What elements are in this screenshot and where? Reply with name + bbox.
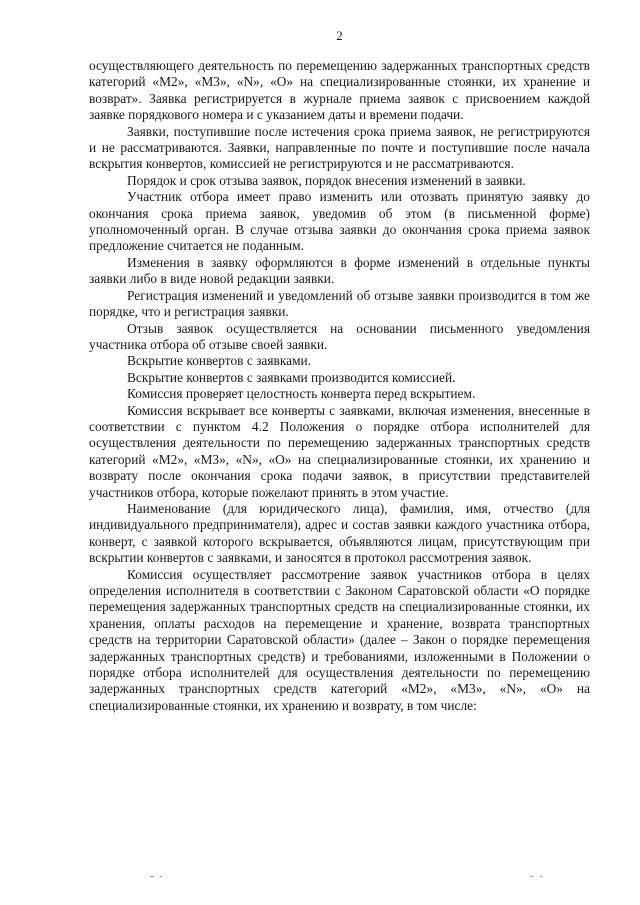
paragraph: Заявки, поступившие после истечения срока приема заявок, не регистрируются и не рассматриваются. Заявки, направленные по почте и поступившие после начала вскрытия конвертов, комиссией не регистрируются и не рассматриваются. — [89, 123, 590, 172]
paragraph: Порядок и срок отзыва заявок, порядок внесения изменений в заявки. — [127, 172, 526, 188]
paragraph: Отзыв заявок осуществляется на основании письменного уведомления участника отбора об отзыве своей заявки. — [89, 320, 590, 352]
paragraph: Комиссия вскрывает все конверты с заявками, включая изменения, внесенные в соответствии с пунктом 4.2 Положения о порядке отбора исполнителей для осуществления деятельности по перемещению задержанных транспортных средств категорий «М2», «М3», «N», «О» на специализированные стоянки, их хранению и возврату после окончания срока подачи заявок, в присутствии представителей участников отбора, которые пожелают принять в этом участие. — [89, 402, 590, 500]
paragraph: Вскрытие конвертов с заявками. — [127, 353, 312, 369]
paragraph: Изменения в заявку оформляются в форме изменений в отдельные пункты заявки либо в виде новой редакции заявки. — [89, 254, 590, 287]
paragraph: Наименование (для юридического лица), фамилия, имя, отчество (для индивидуального предпринимателя), адрес и состав заявки каждого участника отбора, конверт, с заявкой которого вскрывается, объявляются лицам, присутствующим при вскрытии конвертов с заявками, и заносятся в протокол рассмотрения заявок. — [89, 500, 590, 566]
paragraph: Участник отбора имеет право изменить или отозвать принятую заявку до окончания срока приема заявок, уведомив об этом (в письменной форме) уполномоченный орган. В случае отзыва заявки до окончания срока приема заявок предложение считается не поданным. — [89, 189, 590, 254]
document-body — [89, 58, 590, 714]
paragraph: Комиссия осуществляет рассмотрение заявок участников отбора в целях определения исполнителя в соответствии с Законом Саратовской области «О порядке перемещения задержанных транспортных средств на специализированные стоянки, их хранения, оплаты расходов на перемещение и хранение, возврата транспортных средств на территории Саратовской области» (далее – Закон о порядке перемещения задержанных транспортных средств) и требованиями, изложенными в Положении о порядке отбора исполнителей для осуществления деятельности по перемещению задержанных транспортных средств категорий «М2», «М3», «N», «О» на специализированные стоянки, их хранению и возврату, в том числе: — [89, 566, 590, 713]
paragraph: Вскрытие конвертов с заявками производится комиссией. — [127, 369, 456, 385]
paragraph: осуществляющего деятельность по перемещению задержанных транспортных средств категорий «М2», «М3», «N», «О» на специализированные стоянки, их хранение и возврат». Заявка регистрируется в журнале приема заявок с присвоением каждой заявке порядкового номера и с указанием даты и времени подачи. — [89, 58, 590, 123]
paragraph: Комиссия проверяет целостность конверта перед вскрытием. — [127, 386, 476, 402]
page-number: 2 — [336, 28, 343, 43]
paragraph: Регистрация изменений и уведомлений об отзыве заявки производится в том же порядке, что и регистрация заявки. — [89, 287, 590, 320]
scan-artifacts — [0, 876, 640, 882]
